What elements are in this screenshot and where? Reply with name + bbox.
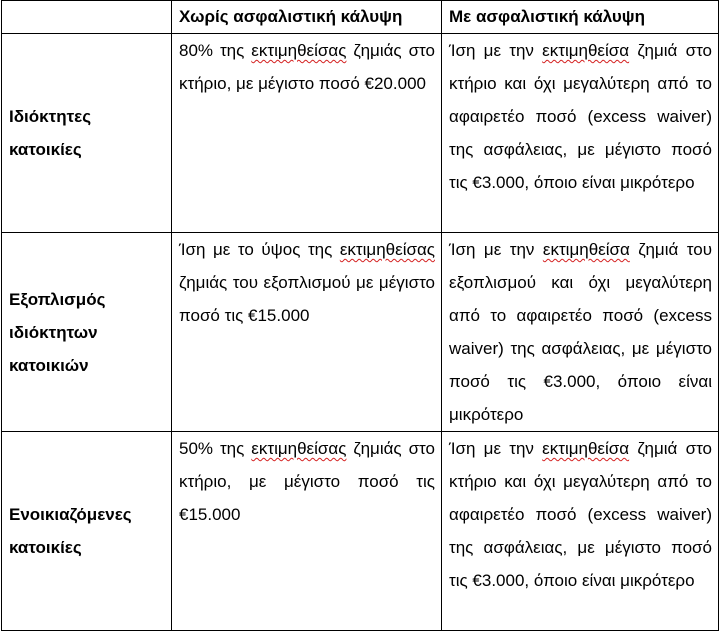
row-label-rented-homes: Ενοικιαζόμενες κατοικίες [2,432,172,631]
spellcheck-word: εκτιμηθείσας [339,240,435,259]
cell-text: Ίση με την [449,41,543,60]
cell-text: ζημιάς στο κτήριο, με μέγιστο ποσό €20.000 [179,41,435,93]
table-row [2,34,719,233]
cell-text: Ίση με την [449,439,543,458]
cell-with-coverage [442,34,719,233]
cell-text: ζημιά στο κτήριο και όχι μεγαλύτερη από το αφαιρετέο ποσό (excess waiver) της ασφάλειας, με μέγιστο ποσό τις €3.000, όποιο είναι μικρότερο [449,439,712,590]
cell-text: 80% της [179,41,252,60]
cell-with-coverage [442,233,719,432]
cell-without-coverage [172,34,442,233]
cell-text: 50% της [179,439,252,458]
cell-with-coverage [442,432,719,631]
cell-text: Ίση με το ύψος της [179,240,340,259]
cell-text: ζημιά του εξοπλισμού και όχι μεγαλύτερη από το αφαιρετέο ποσό (excess waiver) της ασφάλειας, με μέγιστο ποσό τις €3.000, όποιο είναι μικρότερο [449,240,712,424]
cell-text: ζημιάς στο κτήριο, με μέγιστο ποσό τις €15.000 [179,439,435,524]
header-empty [2,1,172,34]
spellcheck-word: εκτιμηθείσα [542,41,630,60]
spellcheck-word: εκτιμηθείσα [542,439,630,458]
cell-text: ζημιάς του εξοπλισμού με μέγιστο ποσό τις €15.000 [179,273,435,325]
row-label-home-equipment: Εξοπλισμός ιδιόκτητων κατοικιών [2,233,172,432]
header-row [2,1,719,34]
cell-without-coverage [172,432,442,631]
cell-without-coverage [172,233,442,432]
header-with-coverage: Με ασφαλιστική κάλυψη [442,1,719,34]
table-row [2,233,719,432]
row-label-owned-homes: Ιδιόκτητες κατοικίες [2,34,172,233]
spellcheck-word: εκτιμηθείσας [251,439,347,458]
header-without-coverage: Χωρίς ασφαλιστική κάλυψη [172,1,442,34]
table-row [2,432,719,631]
spellcheck-word: εκτιμηθείσας [251,41,347,60]
cell-text: Ίση με την [449,240,543,259]
cell-text: ζημιά στο κτήριο και όχι μεγαλύτερη από το αφαιρετέο ποσό (excess waiver) της ασφάλειας, με μέγιστο ποσό τις €3.000, όποιο είναι μικρότερο [449,41,712,192]
spellcheck-word: εκτιμηθείσα [542,240,630,259]
compensation-table [1,0,719,631]
